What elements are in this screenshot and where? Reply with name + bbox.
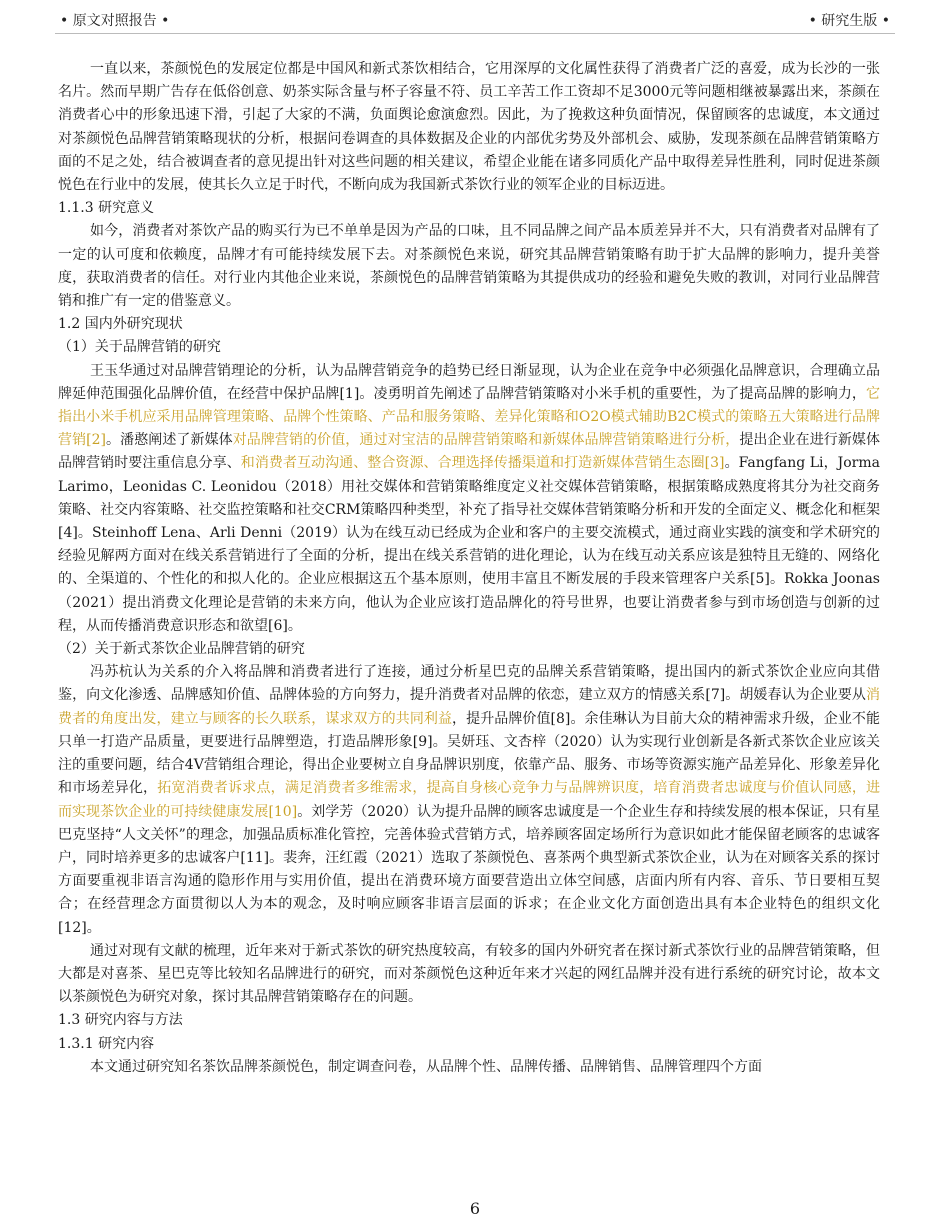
- paragraph-significance: 如今，消费者对茶饮产品的购买行为已不单单是因为产品的口味，且不同品牌之间产品本质差异并不大，只有消费者对品牌有了一定的认可度和依赖度，品牌才有可能持续发展下去。对茶颜悦色来说，研究其品牌营销策略有助于扩大品牌的影响力，提升美誉度，获取消费者的信任。对行业内其他企业来说，茶颜悦色的品牌营销策略为其提供成功的经验和避免失败的教训，对同行业品牌营销和推广有一定的借鉴意义。: [58, 223, 880, 310]
- paragraph-background: 一直以来，茶颜悦色的发展定位都是中国风和新式茶饮相结合，它用深厚的文化属性获得了消费者广泛的喜爱，成为长沙的一张名片。然而早期广告存在低俗创意、奶茶实际含量与杯子容量不符、员工辛苦工作工资却不足3000元等问题相继被暴露出来，茶颜在消费者心中的形象迅速下滑，引起了大家的不满，负面舆论愈演愈烈。因此，为了挽救这种负面情况，保留顾客的忠诚度，本文通过对茶颜悦色品牌营销策略现状的分析，根据问卷调查的具体数据及企业的内部优劣势及外部机会、威胁，发现茶颜在品牌营销策略方面的不足之处，结合被调查者的意见提出针对这些问题的相关建议，希望企业能在诸多同质化产品中取得差异性胜利，同时促进茶颜悦色在行业中的发展，使其长久立足于时代，不断向成为我国新式茶饮行业的领军企业的目标迈进。: [58, 61, 880, 194]
- heading-1-2: 1.2 国内外研究现状: [58, 316, 183, 333]
- heading-tea-brand-marketing: （2）关于新式茶饮企业品牌营销的研究: [58, 641, 305, 658]
- paragraph-brand-marketing-review: [58, 360, 880, 638]
- highlighted-text: 对品牌营销的价值，通过对宝洁的品牌营销策略和新媒体品牌营销策略进行分析，: [232, 432, 740, 449]
- page-number: 6: [469, 1199, 481, 1218]
- highlighted-text: 和消费者互动沟通、整合资源、合理选择传播渠道和打造新媒体营销生态圈[3]: [240, 455, 725, 472]
- heading-1-3-1: 1.3.1 研究内容: [58, 1035, 155, 1052]
- heading-brand-marketing: （1）关于品牌营销的研究: [58, 339, 221, 356]
- highlighted-text: 它指出小米手机应采用品牌管理策略、品牌个性策略、产品和服务策略、差异化策略和O2O模式辅助B2C模式的策略五大策略进行品牌营销[2]: [58, 385, 880, 449]
- text-run: 。刘学芳（2020）认为提升品牌的顾客忠诚度是一个企业生存和持续发展的根本保证，只有星巴克坚持“人文关怀”的理念，加强品质标准化管控，完善体验式营销方式，培养顾客固定场所行为意识如此才能保留老顾客的忠诚客户，同时培养更多的忠诚客户[11]。裴奔，汪红霞（2021）选取了茶颜悦色、喜茶两个典型新式茶饮企业，认为在对顾客关系的探讨方面要重视非语言沟通的隐形作用与实用价值，提出在消费环境方面要营造出立体空间感，店面内所有内容、音乐、节日要相互契合；在经营理念方面贯彻以人为本的观念，及时响应顾客非语言层面的诉求；在企业文化方面创造出具有本企业特色的组织文化[12]。: [58, 803, 880, 936]
- header-divider: [55, 33, 895, 34]
- header-right-label: • 研究生版 •: [808, 13, 890, 29]
- heading-1-1-3: 1.1.3 研究意义: [58, 200, 155, 217]
- paragraph-literature-summary: 通过对现有文献的梳理，近年来对于新式茶饮的研究热度较高，有较多的国内外研究者在探讨新式茶饮行业的品牌营销策略，但大都是对喜茶、星巴克等比较知名品牌进行的研究，而对茶颜悦色这种近年来才兴起的网红品牌并没有进行系统的研究讨论，故本文以茶颜悦色为研究对象，探讨其品牌营销策略存在的问题。: [58, 942, 880, 1006]
- highlighted-text: 拓宽消费者诉求点，满足消费者多维需求，提高自身核心竞争力与品牌辨识度，培育消费者忠诚度与价值认同感，进而实现茶饮企业的可持续健康发展[10]: [58, 780, 881, 820]
- header-left-label: • 原文对照报告 •: [60, 13, 170, 29]
- text-run: ，提升品牌价值[8]。余佳琳认为目前大众的精神需求升级，企业不能只单一打造产品质量，更要进行品牌塑造，打造品牌形象[9]。吴妍珏、文杏梓（2020）认为实现行业创新是各新式茶饮企业应该关注的重要问题，结合4V营销组合理论，得出企业要树立自身品牌识别度，依靠产品、服务、市场等资源实施产品差异化、形象差异化和市场差异化，: [58, 710, 880, 797]
- text-run: 冯苏杭认为关系的介入将品牌和消费者进行了连接，通过分析星巴克的品牌关系营销策略，提出国内的新式茶饮企业应向其借鉴，向文化渗透、品牌感知价值、品牌体验的方向努力，提升消费者对品牌的依恋，建立双方的情感关系[7]。胡媛春认为企业要从: [58, 664, 880, 704]
- text-run: 。Fangfang Li，Jorma Larimo，Leonidas C. Leonidou（2018）用社交媒体和营销策略维度定义社交媒体营销策略，根据策略成熟度将其分为社交商务策略、社交内容策略、社交监控策略和社交CRM策略四种类型，补充了指导社交媒体营销策略分析和开发的全面定义、概念化和框架[4]。Steinhoff Lena、Arli Denni（2019）认为在线互动已经成为企业和客户的主要交流模式，通过商业实践的演变和学术研究的经验见解两方面对在线关系营销进行了全面的分析，提出在线关系营销的进化理论，认为在线互动关系应该是独特且无缝的、网络化的、全渠道的、个性化的和拟人化的。企业应根据这五个基本原则，使用丰富且不断发展的手段来管理客户关系[5]。Rokka Joonas（2021）提出消费文化理论是营销的未来方向，他认为企业应该打造品牌化的符号世界，也要让消费者参与到市场创造与创新的过程，从而传播消费意识形态和欲望[6]。: [58, 455, 880, 634]
- text-run: 王玉华通过对品牌营销理论的分析，认为品牌营销竞争的趋势已经日渐显现，认为企业在竞争中必须强化品牌意识，合理确立品牌延伸范围强化品牌价值，在经营中保护品牌[1]。凌勇明首先阐述了品牌营销策略对小米手机的重要性，为了提高品牌的影响力，: [58, 362, 880, 402]
- text-run: 。潘憨阐述了新媒体: [105, 432, 233, 449]
- paragraph-research-content: 本文通过研究知名茶饮品牌茶颜悦色，制定调查问卷，从品牌个性、品牌传播、品牌销售、品牌管理四个方面: [90, 1058, 762, 1075]
- paragraph-tea-marketing-review: [58, 661, 880, 939]
- highlighted-text: 消费者的角度出发，建立与顾客的长久联系，谋求双方的共同利益: [58, 687, 880, 727]
- text-run: 提出企业在进行新媒体品牌营销时要注重信息分享、: [58, 432, 880, 472]
- heading-1-3: 1.3 研究内容与方法: [58, 1012, 183, 1029]
- document-body: [58, 58, 880, 1079]
